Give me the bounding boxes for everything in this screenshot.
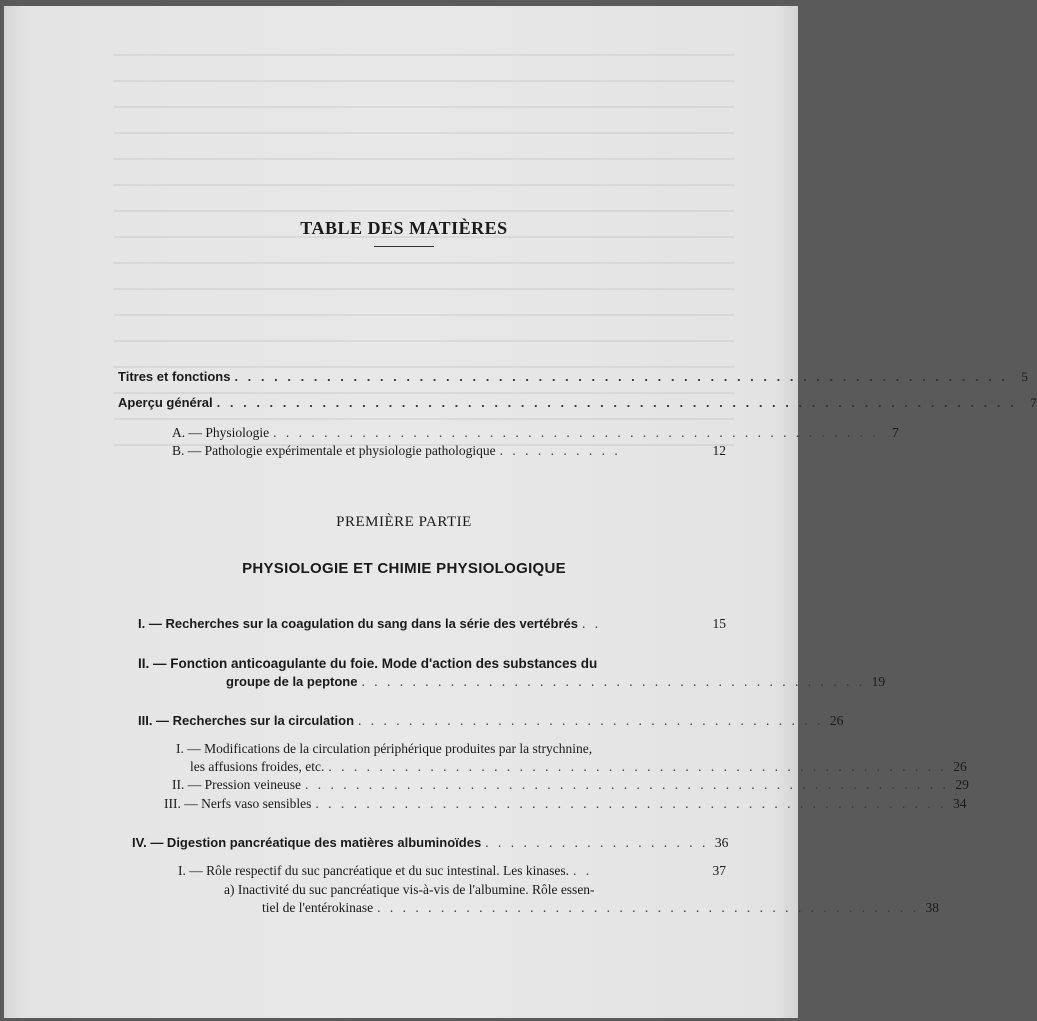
toc-entry-label: III. — Recherches sur la circulation [138, 713, 355, 728]
toc-subentry-iv-1[interactable] [178, 863, 726, 879]
toc-section-i[interactable] [138, 616, 726, 632]
page-number: 36 [714, 835, 729, 850]
part-title: PREMIÈRE PARTIE [336, 514, 472, 530]
page-number: 12 [712, 443, 726, 458]
toc-entry-label: A. — Physiologie [172, 425, 270, 440]
leader-dots: . . . . . . . . . . [499, 443, 621, 458]
leader-dots: . . . . . . . . . . . . . . . . . . . . . . . . . . . . . . . . . . . . . . . . . . . . . . . . . . [315, 796, 947, 811]
toc-entry-label: Titres et fonctions [118, 369, 231, 384]
toc-entry-pathologie[interactable] [172, 443, 726, 459]
toc-entry-label: I. — Recherches sur la coagulation du sang dans la série des vertébrés [138, 616, 579, 631]
toc-section-iii[interactable] [138, 713, 844, 729]
page-number: 26 [829, 713, 844, 728]
toc-section-iv[interactable] [132, 835, 729, 851]
toc-entry-label: tiel de l'entérokinase [262, 900, 374, 915]
leader-dots: . . . . . . . . . . . . . . . . . . . . . . . . . . . . . . . . . . . . . . . . . . . . . . . . . [328, 759, 947, 774]
page-number: 26 [953, 759, 967, 774]
page-number: 29 [955, 777, 969, 792]
leader-dots: . . [582, 616, 602, 631]
toc-section-ii[interactable] [226, 674, 886, 690]
page-title: TABLE DES MATIÈRES [300, 218, 508, 238]
toc-entry-label: III. — Nerfs vaso sensibles [164, 796, 312, 811]
leader-dots: . . [573, 863, 593, 878]
page-number: 34 [952, 796, 967, 811]
toc-subentry-iii-2[interactable] [172, 777, 969, 793]
toc-entry-label: groupe de la peptone [226, 674, 358, 689]
toc-subentry-iii-1-line1[interactable]: I. — Modifications de la circulation périphérique produites par la strychnine, [176, 741, 593, 756]
toc-entry-label: B. — Pathologie expérimentale et physiologie pathologique [172, 443, 496, 458]
toc-entry-label: II. — Pression veineuse [172, 777, 301, 792]
page-number: 37 [712, 863, 726, 878]
toc-entry-label: les affusions froides, etc. [190, 759, 325, 774]
leader-dots: . . . . . . . . . . . . . . . . . . [485, 835, 709, 850]
page-number: 7 [892, 425, 899, 440]
leader-dots: . . . . . . . . . . . . . . . . . . . . . . . . . . . . . . . . . . . . . . . . . . . . . . . . . . . . . . . . . . . . . [216, 395, 1017, 410]
leader-dots: . . . . . . . . . . . . . . . . . . . . . . . . . . . . . . . . . . . . . . . . . . . [377, 900, 920, 915]
toc-subentry-iii-3[interactable] [164, 796, 967, 812]
toc-entry-label: Aperçu général [118, 395, 213, 410]
document-page [4, 6, 1037, 1018]
leader-dots: . . . . . . . . . . . . . . . . . . . . . . . . . . . . . . . . . . . . . . . . . . . . . . . . . . . [304, 777, 949, 792]
page-number: 38 [925, 900, 940, 915]
toc-entry-physiologie[interactable] [172, 425, 899, 441]
leader-dots: . . . . . . . . . . . . . . . . . . . . . . . . . . . . . . . . . . . . . . . . [361, 674, 866, 689]
part-subtitle: PHYSIOLOGIE ET CHIMIE PHYSIOLOGIQUE [242, 560, 566, 577]
page-number: 19 [871, 674, 886, 689]
toc-entry-label: IV. — Digestion pancréatique des matières albuminoïdes [132, 835, 482, 850]
toc-section-ii-line1[interactable]: II. — Fonction anticoagulante du foie. Mode d'action des substances du [138, 656, 598, 671]
leader-dots: . . . . . . . . . . . . . . . . . . . . . . . . . . . . . . . . . . . . . . . . . . . . . . . . [273, 425, 879, 440]
page-number: 7 [1030, 395, 1037, 410]
leader-dots: . . . . . . . . . . . . . . . . . . . . . . . . . . . . . . . . . . . . . . . . . . . . . . . . . . . . . . . . . . . [234, 369, 1009, 384]
toc-entry-titres[interactable] [118, 369, 1029, 385]
page-number: 15 [712, 616, 726, 631]
title-rule [374, 246, 434, 247]
toc-entry-label: I. — Rôle respectif du suc pancréatique et du suc intestinal. Les kinases. [178, 863, 570, 878]
toc-subentry-iii-1[interactable] [190, 759, 967, 775]
toc-entry-apercu[interactable] [118, 395, 1037, 411]
toc-subentry-iv-a-line1[interactable]: a) Inactivité du suc pancréatique vis-à-vis de l'albumine. Rôle essen- [224, 882, 595, 897]
page-number: 5 [1021, 369, 1029, 384]
toc-subentry-iv-a[interactable] [262, 900, 940, 916]
leader-dots: . . . . . . . . . . . . . . . . . . . . . . . . . . . . . . . . . . . . . [358, 713, 824, 728]
